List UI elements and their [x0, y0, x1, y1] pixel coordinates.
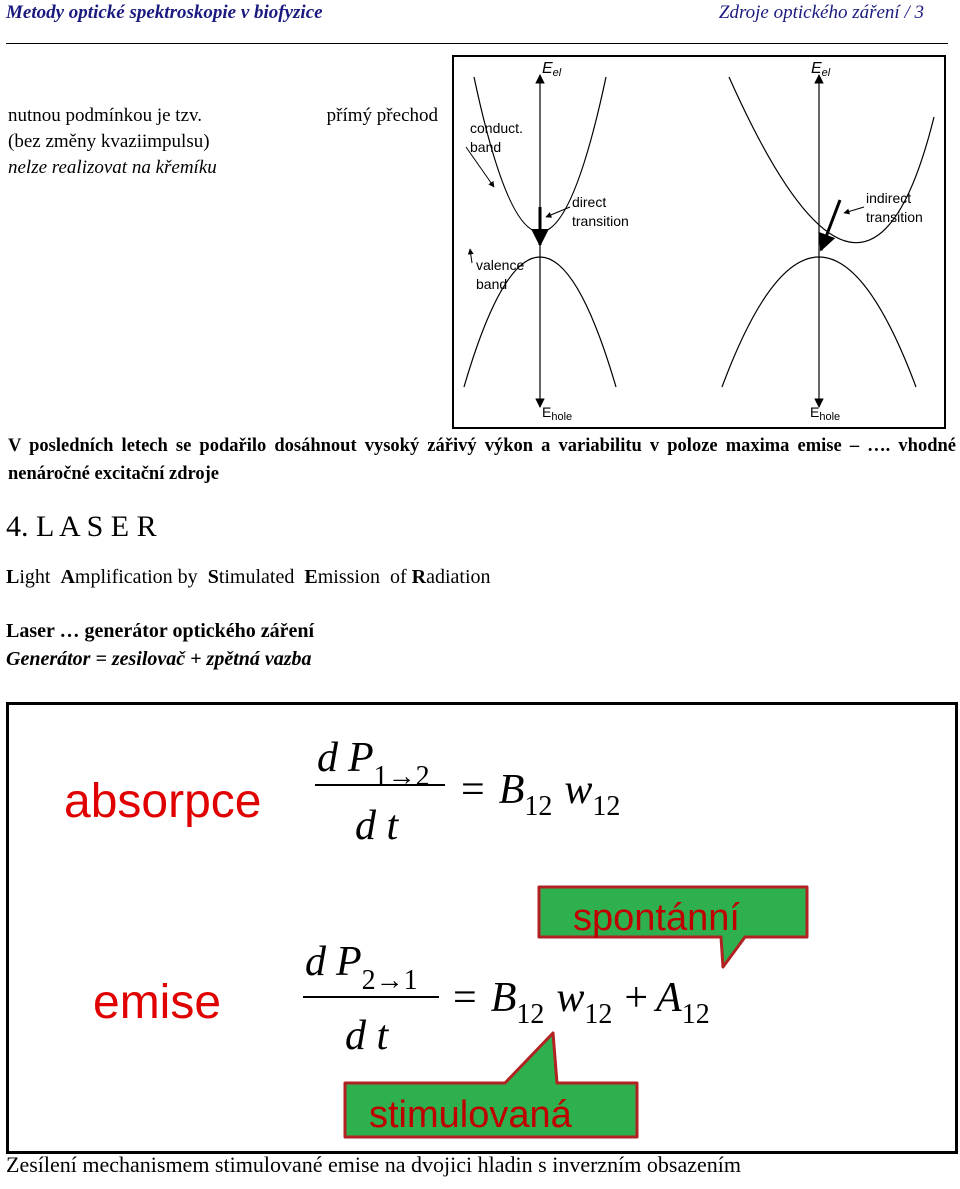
- eq2-rhs: = $B_{12}$ $w_{12} + A_{12}$: [453, 975, 710, 1030]
- eq1-numerator: d $P_{1\to 2}$: [317, 735, 430, 792]
- conduction-band-label: conduct. band: [470, 120, 523, 155]
- spontaneous-label: spontánní: [573, 897, 740, 939]
- stimulated-label: stimulovaná: [369, 1094, 572, 1136]
- left-e-hole-label: $E_{hole}$: [542, 404, 573, 423]
- direct-transition-label: direct transition: [572, 194, 629, 229]
- eq1-denominator: d t: [355, 803, 399, 849]
- eq1-rhs: = $B_{12}$ $w_{12}$: [461, 767, 621, 822]
- indirect-transition-label: indirect transition: [866, 190, 923, 225]
- intro-line-1-left: nutnou podmínkou je tzv.: [8, 105, 203, 126]
- header-title: Metody optické spektroskopie v biofyzice: [6, 2, 323, 23]
- intro-line-1-right: přímý přechod: [326, 105, 438, 126]
- laser-definition: Laser … generátor optického záření: [6, 620, 315, 642]
- right-e-hole-label: $E_{hole}$: [810, 404, 841, 423]
- intro-line-1: [8, 103, 438, 129]
- header-section: Zdroje optického záření / 3: [718, 2, 924, 23]
- footer-text: Zesílení mechanismem stimulované emise na dvojici hladin s inverzním obsazením: [6, 1152, 741, 1177]
- equation-graphic: [9, 705, 955, 1151]
- indirect-transition-pointer: [844, 207, 864, 213]
- acronym-word: Amplification by: [60, 566, 198, 588]
- indirect-transition-arrow: [821, 200, 840, 250]
- right-e-el-label: Eel: [811, 60, 831, 79]
- intro-line-2: (bez změny kvaziimpulsu): [8, 131, 210, 152]
- acronym-word: Stimulated: [207, 566, 295, 588]
- acronym-word: Emission: [304, 566, 380, 588]
- generator-definition: Generátor = zesilovač + zpětná vazba: [6, 648, 312, 670]
- acronym-word: of Radiation: [389, 566, 491, 588]
- eq2-denominator: d t: [345, 1013, 389, 1059]
- valence-band-pointer: [470, 249, 472, 263]
- direct-transition-pointer: [546, 207, 570, 217]
- intro-text: [8, 103, 438, 181]
- laser-acronym: [6, 566, 491, 589]
- equation-box: [6, 702, 958, 1154]
- emission-label: emise: [93, 976, 222, 1029]
- section-title: 4. L A S E R: [6, 510, 157, 543]
- left-e-el-label: Eel: [542, 60, 562, 79]
- led-paragraph: V posledních letech se podařilo dosáhnout vysoký zářivý výkon a variabilitu v poloze maxima emise – …. vhodné nenáročné excitační zdroje: [8, 436, 956, 484]
- valence-band-label: valence band: [476, 257, 525, 292]
- header-rule: [6, 43, 948, 44]
- intro-line-3: nelze realizovat na křemíku: [8, 157, 217, 178]
- acronym-word: Light: [6, 566, 51, 588]
- absorption-label: absorpce: [64, 775, 262, 828]
- band-diagram-figure: [452, 55, 946, 429]
- band-diagram: [454, 57, 948, 431]
- eq2-numerator: d $P_{2\to 1}$: [305, 939, 418, 996]
